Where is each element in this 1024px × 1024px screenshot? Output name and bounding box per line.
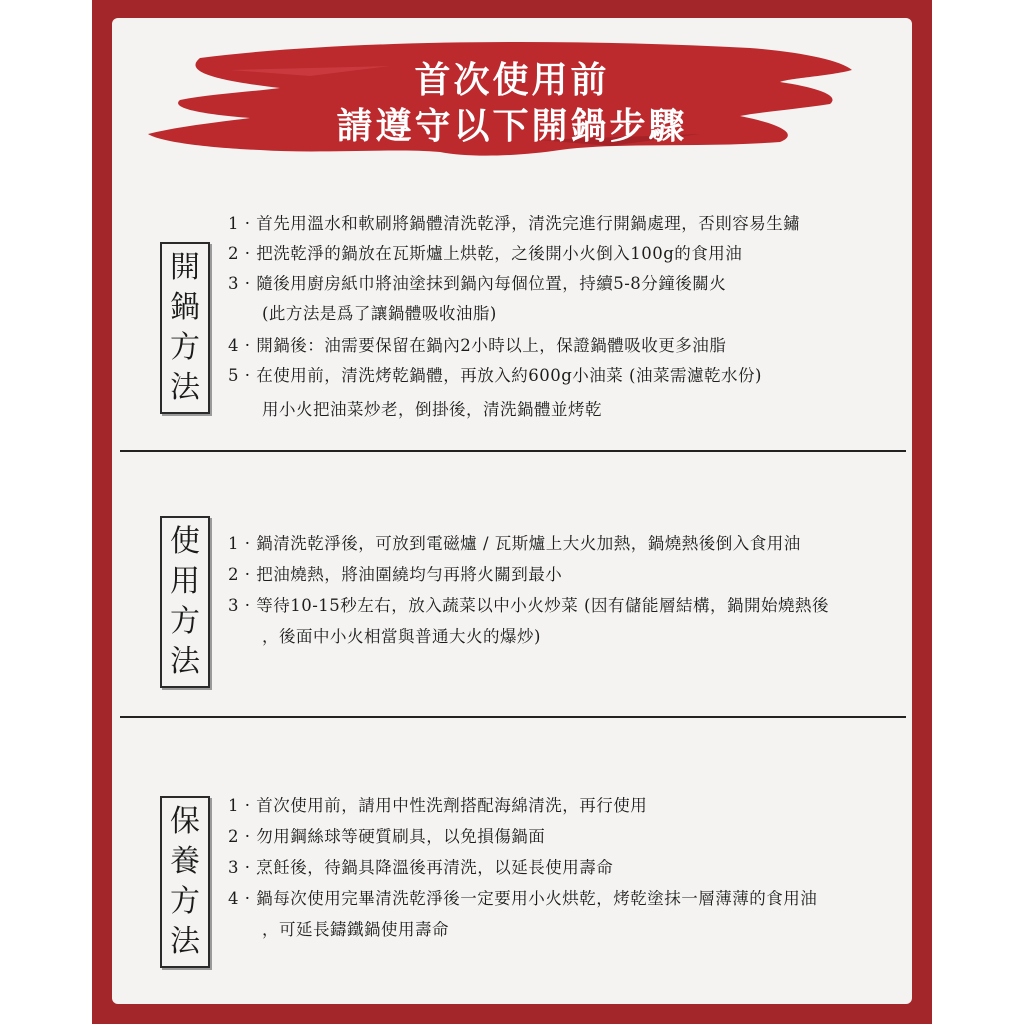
page-title-line2: 請遵守以下開鍋步驟 xyxy=(336,106,688,147)
label-char: 鍋 xyxy=(170,290,200,325)
step-line: 3 · 烹飪後，待鍋具降溫後再清洗，以延長使用壽命 xyxy=(228,858,614,877)
label-char: 法 xyxy=(170,924,200,959)
section-divider xyxy=(120,716,906,718)
section-label-maintenance xyxy=(160,796,210,968)
step-line: 1 · 鍋清洗乾淨後，可放到電磁爐 / 瓦斯爐上大火加熱，鍋燒熱後倒入食用油 xyxy=(228,534,801,553)
label-char: 法 xyxy=(170,370,200,405)
step-line: (此方法是爲了讓鍋體吸收油脂) xyxy=(262,304,497,323)
step-line: 4 · 開鍋後：油需要保留在鍋內2小時以上，保證鍋體吸收更多油脂 xyxy=(228,336,727,355)
label-char: 方 xyxy=(170,884,200,919)
step-line: ，後面中小火相當與普通大火的爆炒) xyxy=(262,627,541,646)
step-line: 3 · 等待10-15秒左右，放入蔬菜以中小火炒菜 (因有儲能層結構，鍋開始燒熱後 xyxy=(228,596,829,615)
label-char: 法 xyxy=(170,644,200,679)
step-line: 1 · 首次使用前，請用中性洗劑搭配海綿清洗，再行使用 xyxy=(228,796,648,815)
label-char: 方 xyxy=(170,604,200,639)
step-line: 2 · 把洗乾淨的鍋放在瓦斯爐上烘乾，之後開小火倒入100g的食用油 xyxy=(228,244,743,263)
label-char: 使 xyxy=(170,524,200,559)
step-line: 5 · 在使用前，清洗烤乾鍋體，再放入約600g小油菜 (油菜需濾乾水份) xyxy=(228,366,762,385)
label-char: 保 xyxy=(170,804,200,839)
section-divider xyxy=(120,450,906,452)
section-label-seasoning xyxy=(160,242,210,414)
step-line: 2 · 勿用鋼絲球等硬質刷具，以免損傷鍋面 xyxy=(228,827,546,846)
step-line: 2 · 把油燒熱，將油圍繞均勻再將火關到最小 xyxy=(228,565,563,584)
step-line: 4 · 鍋每次使用完畢清洗乾淨後一定要用小火烘乾，烤乾塗抹一層薄薄的食用油 xyxy=(228,889,818,908)
step-line: 1 · 首先用溫水和軟刷將鍋體清洗乾淨，清洗完進行開鍋處理，否則容易生鏽 xyxy=(228,214,801,233)
label-char: 養 xyxy=(170,844,200,879)
label-char: 方 xyxy=(170,330,200,365)
step-line: 用小火把油菜炒老，倒掛後，清洗鍋體並烤乾 xyxy=(262,400,602,419)
label-char: 開 xyxy=(170,250,200,285)
step-line: ，可延長鑄鐵鍋使用壽命 xyxy=(262,920,449,939)
step-line: 3 · 隨後用廚房紙巾將油塗抹到鍋內每個位置，持續5-8分鐘後關火 xyxy=(228,274,727,293)
page-title-line1: 首次使用前 xyxy=(414,60,610,101)
label-char: 用 xyxy=(170,564,200,599)
section-label-usage xyxy=(160,516,210,688)
